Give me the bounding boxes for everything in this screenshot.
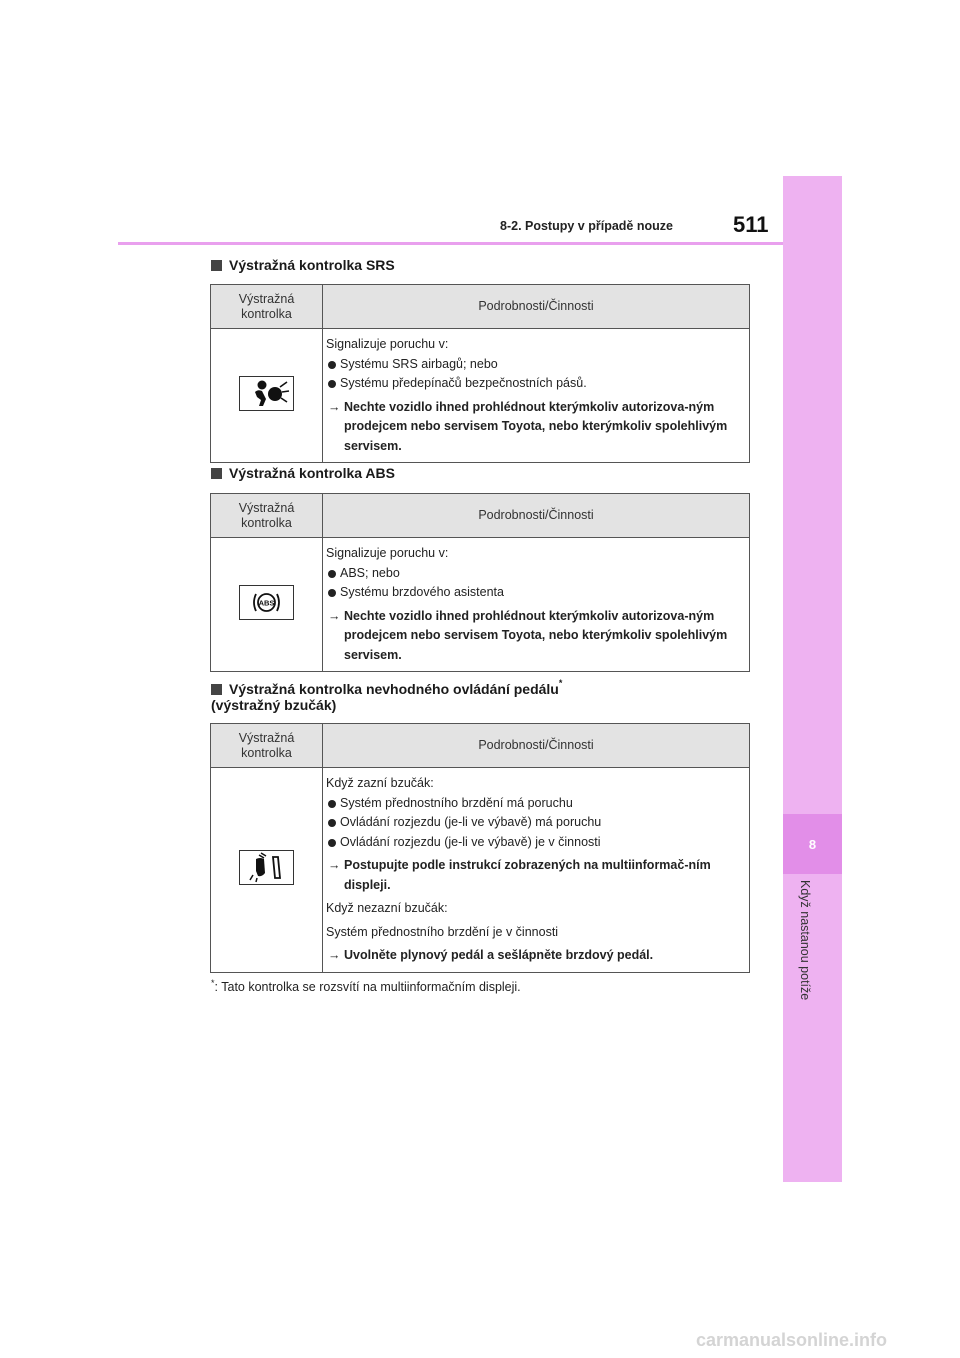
detail-cell: Signalizuje poruchu v: ABS; nebo Systému brzdového asistenta → Nechte vozidlo ihned prohlédnout kterýmkoliv autorizova-ným prodejcem nebo servisem Toyota, nebo kterýmkoliv spolehlivým servisem.	[323, 538, 750, 672]
table-header-row	[211, 285, 750, 329]
chapter-number-badge	[783, 814, 842, 874]
section-heading-abs: Výstražná kontrolka ABS	[211, 462, 395, 484]
list-item: ABS; nebo	[326, 564, 743, 584]
list-item: Systému SRS airbagů; nebo	[326, 355, 743, 375]
chapter-title-vertical	[798, 880, 818, 1040]
watermark: carmanualsonline.info	[696, 1330, 888, 1350]
pedal-misoperation-warning-icon	[239, 850, 294, 885]
table-row	[211, 768, 750, 973]
list-item: Systém přednostního brzdění má poruchu	[326, 794, 743, 814]
abs-warning-table	[210, 493, 750, 672]
action-text: → Postupujte podle instrukcí zobrazených na multiinformač-ním displeji.	[326, 856, 743, 895]
col-header-light: Výstražná kontrolka	[211, 285, 323, 329]
action-text: → Nechte vozidlo ihned prohlédnout kterýmkoliv autorizova-ným prodejcem nebo servisem Toyota, nebo kterýmkoliv spolehlivým servisem.	[326, 607, 743, 666]
square-bullet-icon	[211, 260, 222, 271]
col-header-detail: Podrobnosti/Činnosti	[323, 494, 750, 538]
section-title: 8-2. Postupy v případě nouze	[500, 219, 673, 233]
svg-text:ABS: ABS	[258, 598, 275, 607]
list-item: Ovládání rozjezdu (je-li ve výbavě) má poruchu	[326, 813, 743, 833]
detail-cell: Signalizuje poruchu v: Systému SRS airbagů; nebo Systému předepínačů bezpečnostních pásů. → Nechte vozidlo ihned prohlédnout kterýmkoliv autorizova-ným prodejcem nebo servisem Toyota, nebo kterýmkoliv spolehlivým servisem.	[323, 329, 750, 463]
srs-warning-table	[210, 284, 750, 463]
icon-cell	[211, 329, 323, 463]
srs-airbag-warning-icon	[239, 376, 294, 411]
section-heading-pedal-line2: (výstražný bzučák)	[211, 697, 337, 713]
list-item: Ovládání rozjezdu (je-li ve výbavě) je v činnosti	[326, 833, 743, 853]
square-bullet-icon	[211, 468, 222, 479]
col-header-light: Výstražná kontrolka	[211, 494, 323, 538]
abs-warning-icon	[239, 585, 294, 620]
col-header-light: Výstražná kontrolka	[211, 724, 323, 768]
col-header-detail: Podrobnosti/Činnosti	[323, 285, 750, 329]
section-heading-pedal: Výstražná kontrolka nevhodného ovládání pedálu*	[211, 672, 562, 700]
pedal-warning-table	[210, 723, 750, 973]
icon-cell	[211, 768, 323, 973]
table-header-row	[211, 724, 750, 768]
action-text: → Uvolněte plynový pedál a sešlápněte brzdový pedál.	[326, 946, 743, 966]
detail-cell: Když zazní bzučák: Systém přednostního brzdění má poruchu Ovládání rozjezdu (je-li ve výbavě) má poruchu Ovládání rozjezdu (je-li ve výbavě) je v činnosti → Postupujte podle instrukcí zobrazených na multiinformač-ním displeji. Když nezazní bzučák: Systém přednostního brzdění je v činnosti → Uvolněte plynový pedál a sešlápněte brzdový pedál.	[323, 768, 750, 973]
table-row	[211, 329, 750, 463]
chapter-title: Když nastanou potíže	[798, 880, 812, 1001]
table-header-row	[211, 494, 750, 538]
col-header-detail: Podrobnosti/Činnosti	[323, 724, 750, 768]
chapter-number: 8	[808, 836, 817, 852]
list-item: Systému brzdového asistenta	[326, 583, 743, 603]
footnote: *: Tato kontrolka se rozsvítí na multiinformačním displeji.	[211, 978, 521, 995]
header-divider	[118, 242, 783, 245]
action-text: → Nechte vozidlo ihned prohlédnout kterýmkoliv autorizova-ným prodejcem nebo servisem Toyota, nebo kterýmkoliv spolehlivým servisem.	[326, 398, 743, 457]
page-number: 511	[733, 212, 769, 237]
list-item: Systému předepínačů bezpečnostních pásů.	[326, 374, 743, 394]
section-heading-srs: Výstražná kontrolka SRS	[211, 254, 395, 276]
table-row	[211, 538, 750, 672]
icon-cell	[211, 538, 323, 672]
